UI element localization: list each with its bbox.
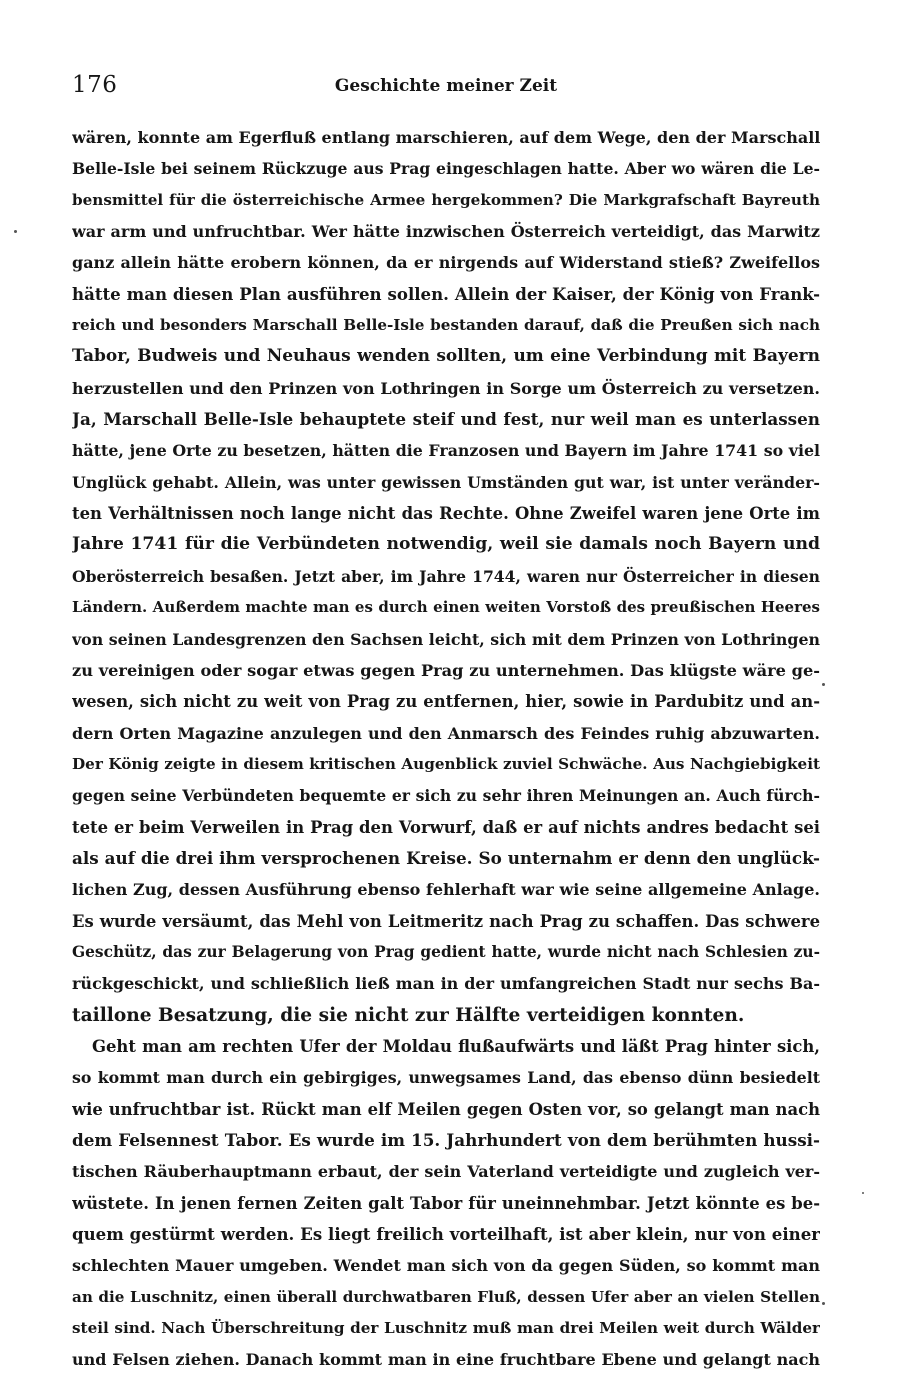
text-line: Tabor, Budweis und Neuhaus wenden sollten, um eine Verbindung mit Bayern bbox=[72, 346, 820, 367]
text-line: herzustellen und den Prinzen von Lothringen in Sorge um Österreich zu versetzen. bbox=[72, 378, 820, 398]
text-line: bensmittel für die österreichische Armee hergekommen? Die Markgrafschaft Bayreuth bbox=[72, 190, 820, 209]
text-line: tete er beim Verweilen in Prag den Vorwurf, daß er auf nichts andres bedacht sei bbox=[72, 817, 820, 837]
scan-speck bbox=[822, 683, 825, 686]
text-line: Der König zeigte in diesem kritischen Augenblick zuviel Schwäche. Aus Nachgiebigkeit bbox=[72, 754, 820, 773]
text-line: reich und besonders Marschall Belle-Isle bestanden darauf, daß die Preußen sich nach bbox=[72, 316, 820, 335]
text-line: Geht man am rechten Ufer der Moldau flußaufwärts und läßt Prag hinter sich, bbox=[92, 1036, 820, 1056]
text-line: ten Verhältnissen noch lange nicht das Rechte. Ohne Zweifel waren jene Orte im bbox=[72, 504, 820, 524]
text-line: wie unfruchtbar ist. Rückt man elf Meilen gegen Osten vor, so gelangt man nach bbox=[72, 1099, 820, 1119]
text-line: tischen Räuberhauptmann erbaut, der sein Vaterland verteidigte und zugleich ver- bbox=[72, 1162, 820, 1182]
text-line: Es wurde versäumt, das Mehl von Leitmeritz nach Prag zu schaffen. Das schwere bbox=[72, 911, 820, 931]
text-line: ganz allein hätte erobern können, da er nirgends auf Widerstand stieß? Zweifellos bbox=[72, 253, 820, 273]
text-line: lichen Zug, dessen Ausführung ebenso fehlerhaft war wie seine allgemeine Anlage. bbox=[72, 880, 820, 900]
text-line: schlechten Mauer umgeben. Wendet man sich von da gegen Süden, so kommt man bbox=[72, 1256, 820, 1276]
text-line: Ländern. Außerdem machte man es durch einen weiten Vorstoß des preußischen Heeres bbox=[72, 598, 820, 617]
text-line: Jahre 1741 für die Verbündeten notwendig, weil sie damals noch Bayern und bbox=[72, 534, 820, 555]
scan-speck bbox=[822, 1302, 825, 1305]
text-line: zu vereinigen oder sogar etwas gegen Prag zu unternehmen. Das klügste wäre ge- bbox=[72, 660, 820, 680]
text-line: hätte man diesen Plan ausführen sollen. Allein der Kaiser, der König von Frank- bbox=[72, 283, 820, 304]
text-line: so kommt man durch ein gebirgiges, unwegsames Land, das ebenso dünn besiedelt bbox=[72, 1068, 820, 1088]
text-line: Geschütz, das zur Belagerung von Prag gedient hatte, wurde nicht nach Schlesien zu- bbox=[72, 942, 820, 961]
text-line: rückgeschickt, und schließlich ließ man in der umfangreichen Stadt nur sechs Ba- bbox=[72, 974, 820, 994]
scan-speck bbox=[862, 1192, 864, 1194]
text-line: Unglück gehabt. Allein, was unter gewissen Umständen gut war, ist unter veränder- bbox=[72, 472, 820, 492]
text-line: wären, konnte am Egerfluß entlang marschieren, auf dem Wege, den der Marschall bbox=[72, 128, 820, 147]
text-line: gegen seine Verbündeten bequemte er sich zu sehr ihren Meinungen an. Auch fürch- bbox=[72, 786, 820, 806]
text-line: wesen, sich nicht zu weit von Prag zu entfernen, hier, sowie in Pardubitz und an- bbox=[72, 692, 820, 712]
text-line: taillone Besatzung, die sie nicht zur Hälfte verteidigen konnten. bbox=[72, 1004, 745, 1026]
text-line: dern Orten Magazine anzulegen und den Anmarsch des Feindes ruhig abzuwarten. bbox=[72, 723, 820, 743]
scan-speck bbox=[14, 230, 17, 233]
text-line: war arm und unfruchtbar. Wer hätte inzwischen Österreich verteidigt, das Marwitz bbox=[72, 222, 820, 242]
text-line: hätte, jene Orte zu besetzen, hätten die Franzosen und Bayern im Jahre 1741 so viel bbox=[72, 441, 820, 461]
page-header bbox=[72, 70, 820, 100]
text-line: von seinen Landesgrenzen den Sachsen leicht, sich mit dem Prinzen von Lothringen bbox=[72, 629, 820, 649]
text-line: Ja, Marschall Belle-Isle behauptete steif und fest, nur weil man es unterlassen bbox=[72, 409, 820, 430]
running-head: Geschichte meiner Zeit bbox=[334, 76, 558, 96]
text-line: wüstete. In jenen fernen Zeiten galt Tabor für uneinnehmbar. Jetzt könnte es be- bbox=[72, 1193, 820, 1213]
text-line: an die Luschnitz, einen überall durchwatbaren Fluß, dessen Ufer aber an vielen Stellen bbox=[72, 1287, 820, 1306]
page-number: 176 bbox=[72, 72, 118, 98]
text-line: dem Felsennest Tabor. Es wurde im 15. Jahrhundert von dem berühmten hussi- bbox=[72, 1130, 820, 1150]
text-line: als auf die drei ihm versprochenen Kreise. So unternahm er denn den unglück- bbox=[72, 847, 820, 868]
body-text bbox=[72, 122, 820, 1376]
text-line: und Felsen ziehen. Danach kommt man in eine fruchtbare Ebene und gelangt nach bbox=[72, 1350, 820, 1370]
text-line: steil sind. Nach Überschreitung der Luschnitz muß man drei Meilen weit durch Wälder bbox=[72, 1319, 820, 1338]
text-line: Oberösterreich besaßen. Jetzt aber, im Jahre 1744, waren nur Österreicher in diesen bbox=[72, 566, 820, 586]
text-line: Belle-Isle bei seinem Rückzuge aus Prag eingeschlagen hatte. Aber wo wären die Le- bbox=[72, 159, 820, 179]
text-line: quem gestürmt werden. Es liegt freilich vorteilhaft, ist aber klein, nur von einer bbox=[72, 1224, 820, 1245]
